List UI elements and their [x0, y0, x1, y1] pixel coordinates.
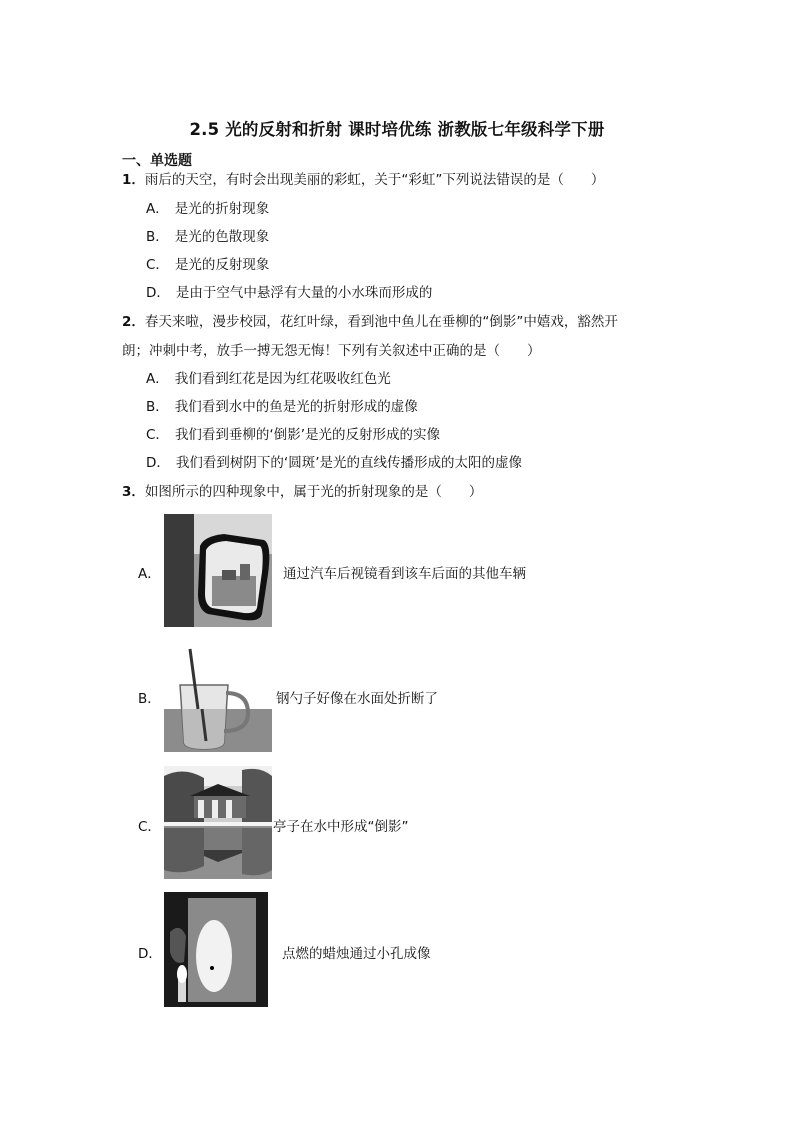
q2-option-c: [146, 425, 440, 445]
option-label: B．: [146, 229, 169, 245]
spoon-in-glass-photo: [164, 639, 272, 752]
option-text: 是由于空气中悬浮有大量的小水珠而形成的: [175, 285, 433, 301]
q3-option-b-caption: 钢勺子好像在水面处折断了: [276, 691, 438, 707]
option-text: 是光的折射现象: [174, 201, 270, 217]
q3-option-c-label: C．: [138, 819, 161, 835]
q3-option-a-label: A．: [138, 566, 161, 582]
option-text: 是光的反射现象: [174, 257, 270, 273]
question-text: 春天来啦，漫步校园，花红叶绿，看到池中鱼儿在垂柳的“倒影”中嬉戏，豁然开: [144, 314, 618, 330]
option-label: A．: [146, 371, 169, 387]
question-text: 朗；冲刺中考，放手一搏无怨无悔！下列有关叙述中正确的是（ ）: [122, 343, 541, 359]
option-label: D．: [146, 455, 170, 471]
q2-option-a: [146, 369, 391, 389]
option-label: B．: [146, 399, 169, 415]
question-2-line-1: [122, 312, 618, 332]
candle-pinhole-photo: [164, 892, 268, 1007]
q1-option-d: [146, 283, 432, 303]
option-label: D．: [146, 285, 170, 301]
q3-option-c-caption: 亭子在水中形成“倒影”: [273, 819, 409, 835]
q3-option-a-caption: 通过汽车后视镜看到该车后面的其他车辆: [283, 566, 526, 582]
option-label: C．: [146, 427, 169, 443]
question-2-line-2: [122, 341, 541, 361]
q3-option-b-label: B．: [138, 691, 161, 707]
question-3: [122, 482, 482, 502]
option-text: 是光的色散现象: [174, 229, 270, 245]
option-text: 我们看到水中的鱼是光的折射形成的虚像: [174, 399, 418, 415]
question-text: 如图所示的四种现象中，属于光的折射现象的是（ ）: [144, 484, 483, 500]
q2-option-b: [146, 397, 418, 417]
pavilion-reflection-photo: [164, 766, 272, 879]
candle-image: [164, 892, 268, 1007]
question-text: 雨后的天空，有时会出现美丽的彩虹，关于“彩虹”下列说法错误的是（ ）: [144, 172, 605, 188]
spoon-glass-image: [164, 639, 272, 752]
pavilion-image: [164, 766, 272, 879]
page-title: 2.5 光的反射和折射 课时培优练 浙教版七年级科学下册: [189, 120, 605, 139]
question-1: [122, 170, 604, 190]
q1-option-c: [146, 255, 269, 275]
option-label: C．: [146, 257, 169, 273]
option-text: 我们看到垂柳的‘倒影’是光的反射形成的实像: [174, 427, 441, 443]
question-number: 2．: [122, 314, 145, 330]
option-text: 我们看到树阴下的‘圆斑’是光的直线传播形成的太阳的虚像: [175, 455, 522, 471]
question-number: 3．: [122, 484, 145, 500]
q2-option-d: [146, 453, 522, 473]
q1-option-b: [146, 227, 269, 247]
q1-option-a: [146, 199, 269, 219]
section-heading: 一、单选题: [122, 153, 192, 169]
option-text: 我们看到红花是因为红花吸收红色光: [174, 371, 391, 387]
q3-option-d-label: D．: [138, 946, 162, 962]
option-label: A．: [146, 201, 169, 217]
q3-option-d-caption: 点燃的蜡烛通过小孔成像: [282, 946, 431, 962]
car-mirror-photo: [164, 514, 272, 627]
car-mirror-image: [164, 514, 272, 627]
question-number: 1．: [122, 172, 145, 188]
